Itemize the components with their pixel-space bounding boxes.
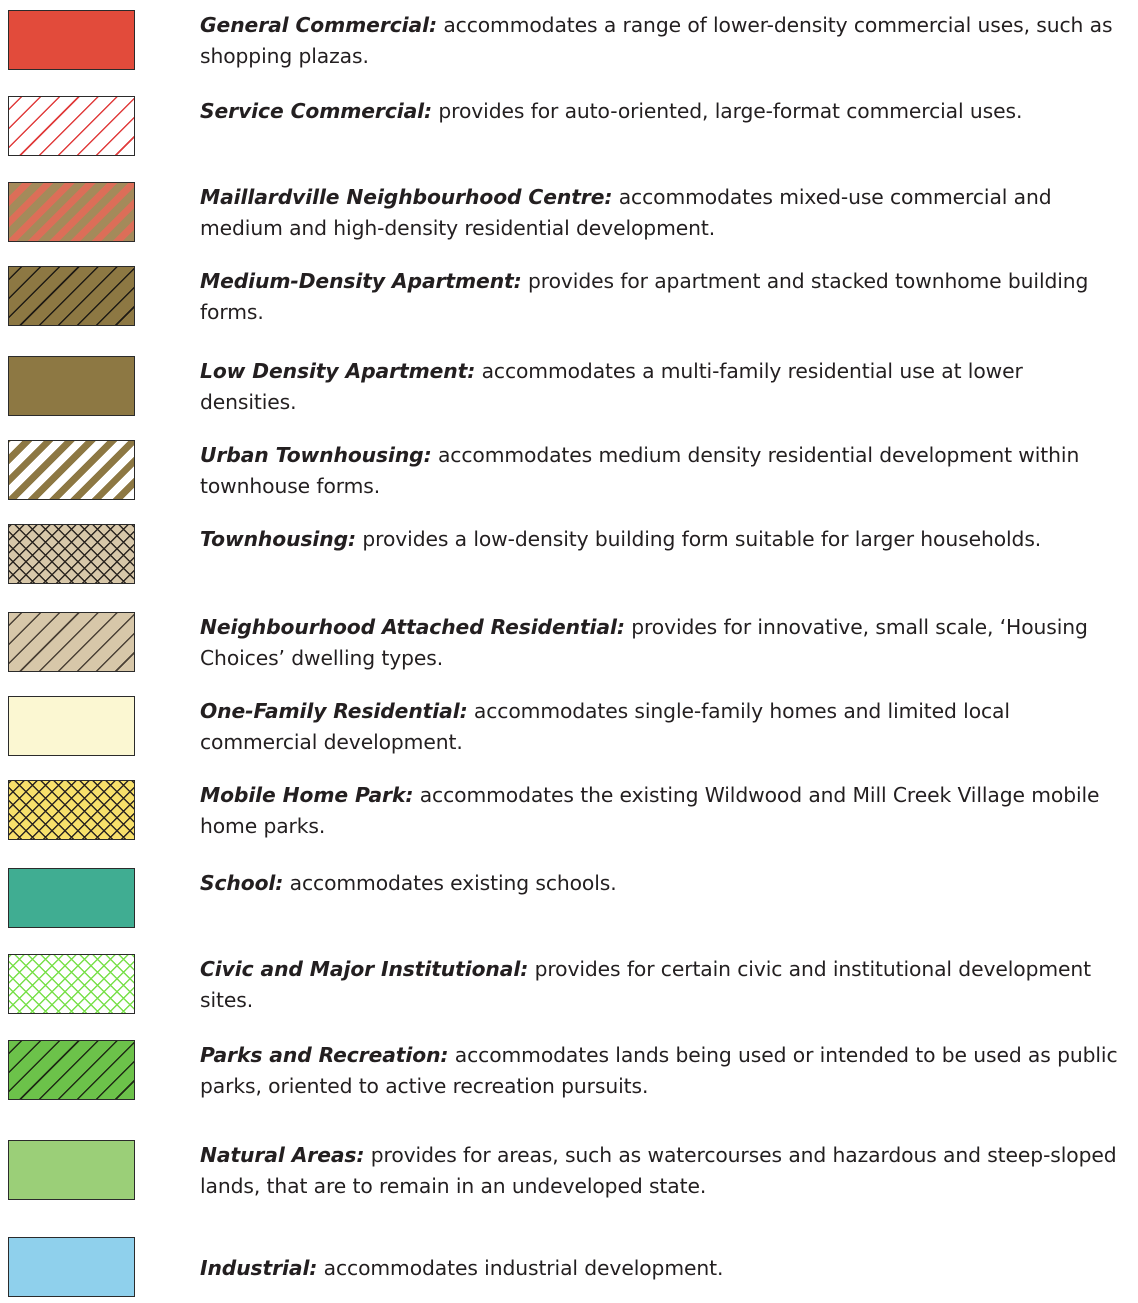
neighbourhood-attached-residential-swatch [8,612,135,672]
legend-item-text [200,356,1125,418]
general-commercial-swatch [8,10,135,70]
legend-description: accommodates industrial development. [317,1256,724,1280]
legend-term: Maillardville Neighbourhood Centre: [200,185,613,209]
maillardville-neighbourhood-centre-swatch [8,182,135,242]
legend-item-text [200,182,1125,244]
natural-areas-swatch [8,1140,135,1200]
urban-townhousing-swatch [8,440,135,500]
legend-description: accommodates existing schools. [283,871,617,895]
one-family-residential-swatch [8,696,135,756]
legend-description: accommodates the existing Wildwood and Mill Creek Village mobile home parks. [200,783,1100,838]
legend-term: Service Commercial: [200,99,433,123]
legend-term: Natural Areas: [200,1143,365,1167]
industrial-swatch [8,1237,135,1297]
legend-description: provides for auto-oriented, large-format commercial uses. [432,99,1023,123]
legend-item-text [200,96,1125,127]
legend-item-text [200,440,1125,502]
school-swatch [8,868,135,928]
legend-description: accommodates a range of lower-density commercial uses, such as shopping plazas. [200,13,1113,68]
legend-term: Civic and Major Institutional: [200,957,529,981]
legend-description: provides a low-density building form suitable for larger households. [356,527,1042,551]
legend-term: School: [200,871,284,895]
legend-term: Townhousing: [200,527,357,551]
legend-term: Medium-Density Apartment: [200,269,522,293]
townhousing-swatch [8,524,135,584]
legend-item-text [200,780,1125,842]
legend-item-text [200,954,1125,1016]
legend-description: accommodates lands being used or intended to be used as public parks, oriented to active recreation pursuits. [200,1043,1118,1098]
legend-description: accommodates medium density residential development within townhouse forms. [200,443,1080,498]
service-commercial-swatch [8,96,135,156]
legend-term: Industrial: [200,1256,318,1280]
legend-item-text [200,868,1125,899]
legend-description: accommodates mixed-use commercial and medium and high-density residential development. [200,185,1052,240]
legend-description: accommodates single-family homes and limited local commercial development. [200,699,1010,754]
parks-and-recreation-swatch [8,1040,135,1100]
legend-item-text [200,524,1125,555]
legend-item-text [200,1140,1125,1202]
low-density-apartment-swatch [8,356,135,416]
legend-description: accommodates a multi-family residential use at lower densities. [200,359,1023,414]
legend-term: Parks and Recreation: [200,1043,449,1067]
legend-item-text [200,696,1125,758]
legend-term: Low Density Apartment: [200,359,476,383]
legend-description: provides for certain civic and institutional development sites. [200,957,1091,1012]
mobile-home-park-swatch [8,780,135,840]
legend-description: provides for apartment and stacked townhome building forms. [200,269,1089,324]
legend-item-text [200,612,1125,674]
legend-item-text [200,1253,1125,1284]
legend-item-text [200,266,1125,328]
legend-description: provides for areas, such as watercourses and hazardous and steep-sloped lands, that are to remain in an undeveloped state. [200,1143,1117,1198]
legend-term: One-Family Residential: [200,699,468,723]
legend-term: Mobile Home Park: [200,783,414,807]
legend-item-text [200,10,1125,72]
legend-term: Neighbourhood Attached Residential: [200,615,625,639]
legend-item-text [200,1040,1125,1102]
legend-term: General Commercial: [200,13,437,37]
civic-and-major-institutional-swatch [8,954,135,1014]
legend-term: Urban Townhousing: [200,443,432,467]
legend-description: provides for innovative, small scale, ‘Housing Choices’ dwelling types. [200,615,1088,670]
medium-density-apartment-swatch [8,266,135,326]
